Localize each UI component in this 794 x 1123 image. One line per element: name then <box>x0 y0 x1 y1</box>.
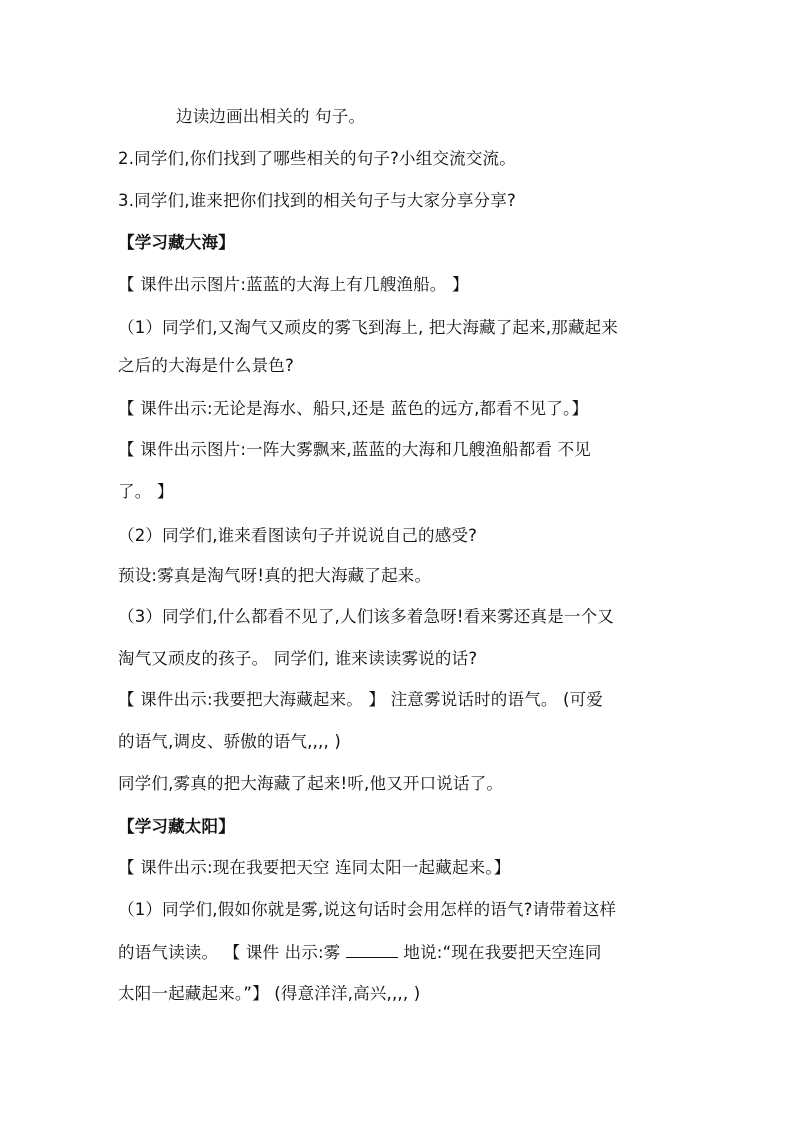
paragraph-line-7: 之后的大海是什么景色? <box>118 356 294 375</box>
paragraph-line-8: 【 课件出示:无论是海水、船只,还是 蓝色的远方,都看不见了。】 <box>118 399 589 418</box>
paragraph-line-1: 边读边画出相关的 句子。 <box>176 107 366 126</box>
section-heading-sun: 【学习藏太阳】 <box>118 817 235 836</box>
paragraph-line-12: 预设:雾真是淘气呀!真的把大海藏了起来。 <box>118 566 432 585</box>
paragraph-line-14: 淘气又顽皮的孩子。 同学们, 谁来读读雾说的话? <box>118 649 478 668</box>
paragraph-line-17: 同学们,雾真的把大海藏了起来!听,他又开口说话了。 <box>118 774 504 793</box>
paragraph-line-3: 3.同学们,谁来把你们找到的相关句子与大家分享分享? <box>118 191 516 210</box>
paragraph-line-21-start: 的语气读读。 【 课件 出示:雾 <box>118 943 341 962</box>
paragraph-line-5: 【 课件出示图片:蓝蓝的大海上有几艘渔船。 】 <box>118 275 469 294</box>
paragraph-line-2: 2.同学们,你们找到了哪些相关的句子?小组交流交流。 <box>118 149 516 168</box>
paragraph-line-9: 【 课件出示图片:一阵大雾飘来,蓝蓝的大海和几艘渔船都看 不见 <box>118 440 591 459</box>
paragraph-line-22: 太阳一起藏起来。”】 (得意洋洋,高兴,,,, ) <box>118 984 421 1003</box>
fill-in-blank <box>346 941 398 958</box>
paragraph-line-21 <box>118 941 602 964</box>
section-heading-sea: 【学习藏大海】 <box>118 233 235 252</box>
paragraph-line-16: 的语气,调皮、骄傲的语气,,,, ) <box>118 732 342 751</box>
paragraph-line-11: （2）同学们,谁来看图读句子并说说自己的感受? <box>118 526 478 545</box>
paragraph-line-10: 了。 】 <box>118 482 174 501</box>
paragraph-line-15: 【 课件出示:我要把大海藏起来。 】 注意雾说话时的语气。 (可爱 <box>118 690 604 709</box>
paragraph-line-6: （1）同学们,又淘气又顽皮的雾飞到海上, 把大海藏了起来,那藏起来 <box>118 318 619 337</box>
paragraph-line-13: （3）同学们,什么都看不见了,人们该多着急呀!看来雾还真是一个又 <box>118 607 615 626</box>
paragraph-line-21-end: 地说:“现在我要把天空连同 <box>403 943 602 962</box>
paragraph-line-20: （1）同学们,假如你就是雾,说这句话时会用怎样的语气?请带着这样 <box>118 900 617 919</box>
paragraph-line-19: 【 课件出示:现在我要把天空 连同太阳一起藏起来。】 <box>118 858 511 877</box>
